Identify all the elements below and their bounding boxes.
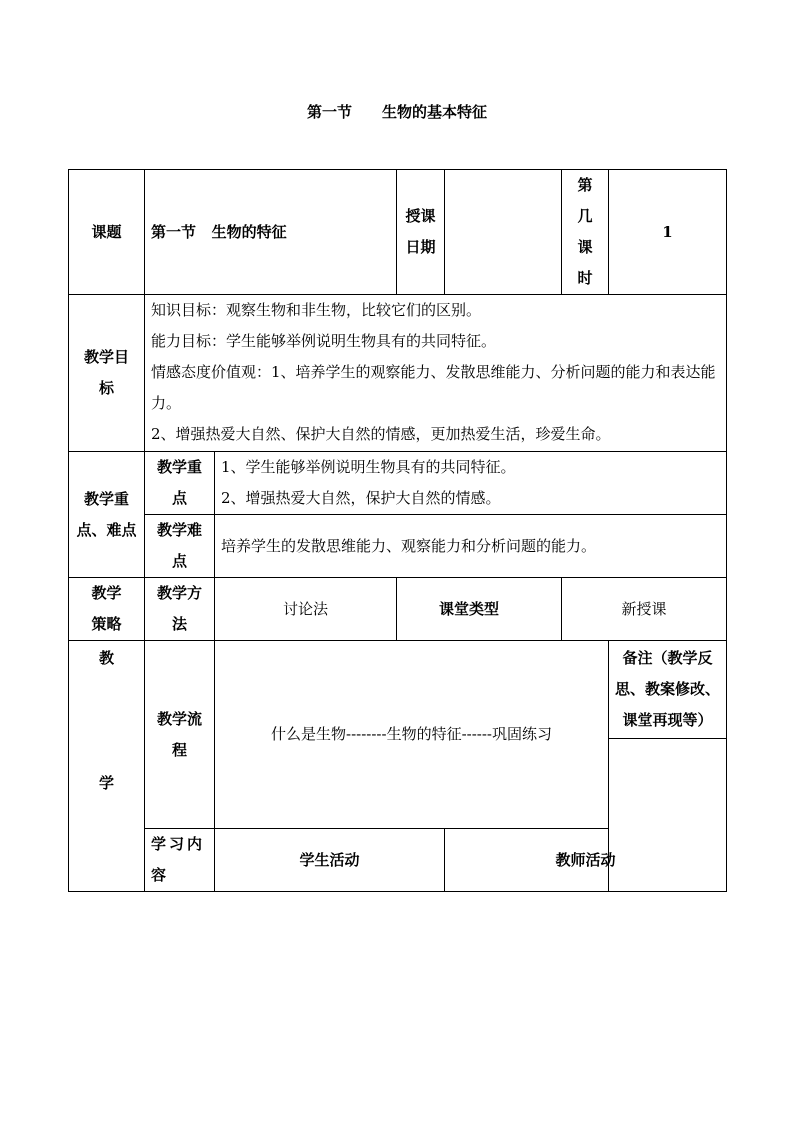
objective-ability: 能力目标：学生能够举例说明生物具有的共同特征。 (151, 332, 497, 350)
title-section: 第一节 (306, 103, 352, 121)
process-row (69, 641, 727, 829)
focus-line-2: 2、增强热爱大自然，保护大自然的情感。 (221, 489, 501, 507)
process-label (69, 641, 145, 892)
difficulty-label-text: 教学难点 (156, 521, 202, 570)
period-value: 1 (609, 170, 727, 295)
keypoints-label-text: 教学重点、难点 (76, 489, 137, 539)
flow-value: 什么是生物--------生物的特征------巩固练习 (215, 641, 609, 829)
process-label-top: 教 (98, 649, 114, 667)
strategy-label-text: 教学策略 (91, 584, 122, 633)
objectives-row (69, 295, 727, 452)
date-value (445, 170, 562, 295)
topic-value: 第一节 生物的特征 (145, 170, 397, 295)
focus-label (145, 452, 215, 515)
process-label-bottom: 学 (98, 774, 114, 792)
lesson-plan-table (68, 169, 727, 892)
teacher-activity-label: 教师活动 (445, 829, 727, 892)
strategy-row (69, 578, 727, 641)
type-value: 新授课 (562, 578, 727, 641)
date-label (397, 170, 445, 295)
topic-label: 课题 (69, 170, 145, 295)
objective-emotion: 情感态度价值观：1、培养学生的观察能力、发散思维能力、分析问题的能力和表达能力。 (151, 363, 716, 412)
method-label-text: 教学方法 (156, 584, 202, 633)
objectives-label-text: 教学目标 (83, 348, 129, 397)
type-label (397, 578, 562, 641)
header-row (69, 170, 727, 295)
flow-label-text: 教学流程 (156, 709, 202, 759)
focus-row (69, 452, 727, 515)
activities-row (69, 829, 727, 892)
type-label-text: 课堂类型 (439, 599, 500, 618)
objectives-content (145, 295, 727, 452)
student-activity-label: 学生活动 (215, 829, 445, 892)
period-label (562, 170, 609, 295)
difficulty-label (145, 515, 215, 578)
period-label-text: 第几课时 (577, 176, 593, 287)
method-value: 讨论法 (215, 578, 397, 641)
focus-line-1: 1、学生能够举例说明生物具有的共同特征。 (221, 458, 516, 476)
difficulty-content: 培养学生的发散思维能力、观察能力和分析问题的能力。 (215, 515, 727, 578)
content-label-text: 学习内容 (151, 835, 206, 884)
objectives-label (69, 295, 145, 452)
title-subject: 生物的基本特征 (382, 103, 488, 121)
method-label (145, 578, 215, 641)
notes-label: 备注（教学反思、教案修改、课堂再现等） (609, 641, 726, 739)
difficulty-row (69, 515, 727, 578)
content-label (145, 829, 215, 892)
objective-knowledge: 知识目标：观察生物和非生物，比较它们的区别。 (151, 301, 482, 319)
objective-emotion-2: 2、增强热爱大自然、保护大自然的情感，更加热爱生活，珍爱生命。 (151, 425, 611, 443)
focus-content (215, 452, 727, 515)
focus-label-text: 教学重点 (156, 458, 202, 507)
page-title (0, 101, 794, 122)
date-label-text: 授课日期 (405, 207, 436, 256)
keypoints-label (69, 452, 145, 578)
flow-label (145, 641, 215, 829)
strategy-label (69, 578, 145, 641)
